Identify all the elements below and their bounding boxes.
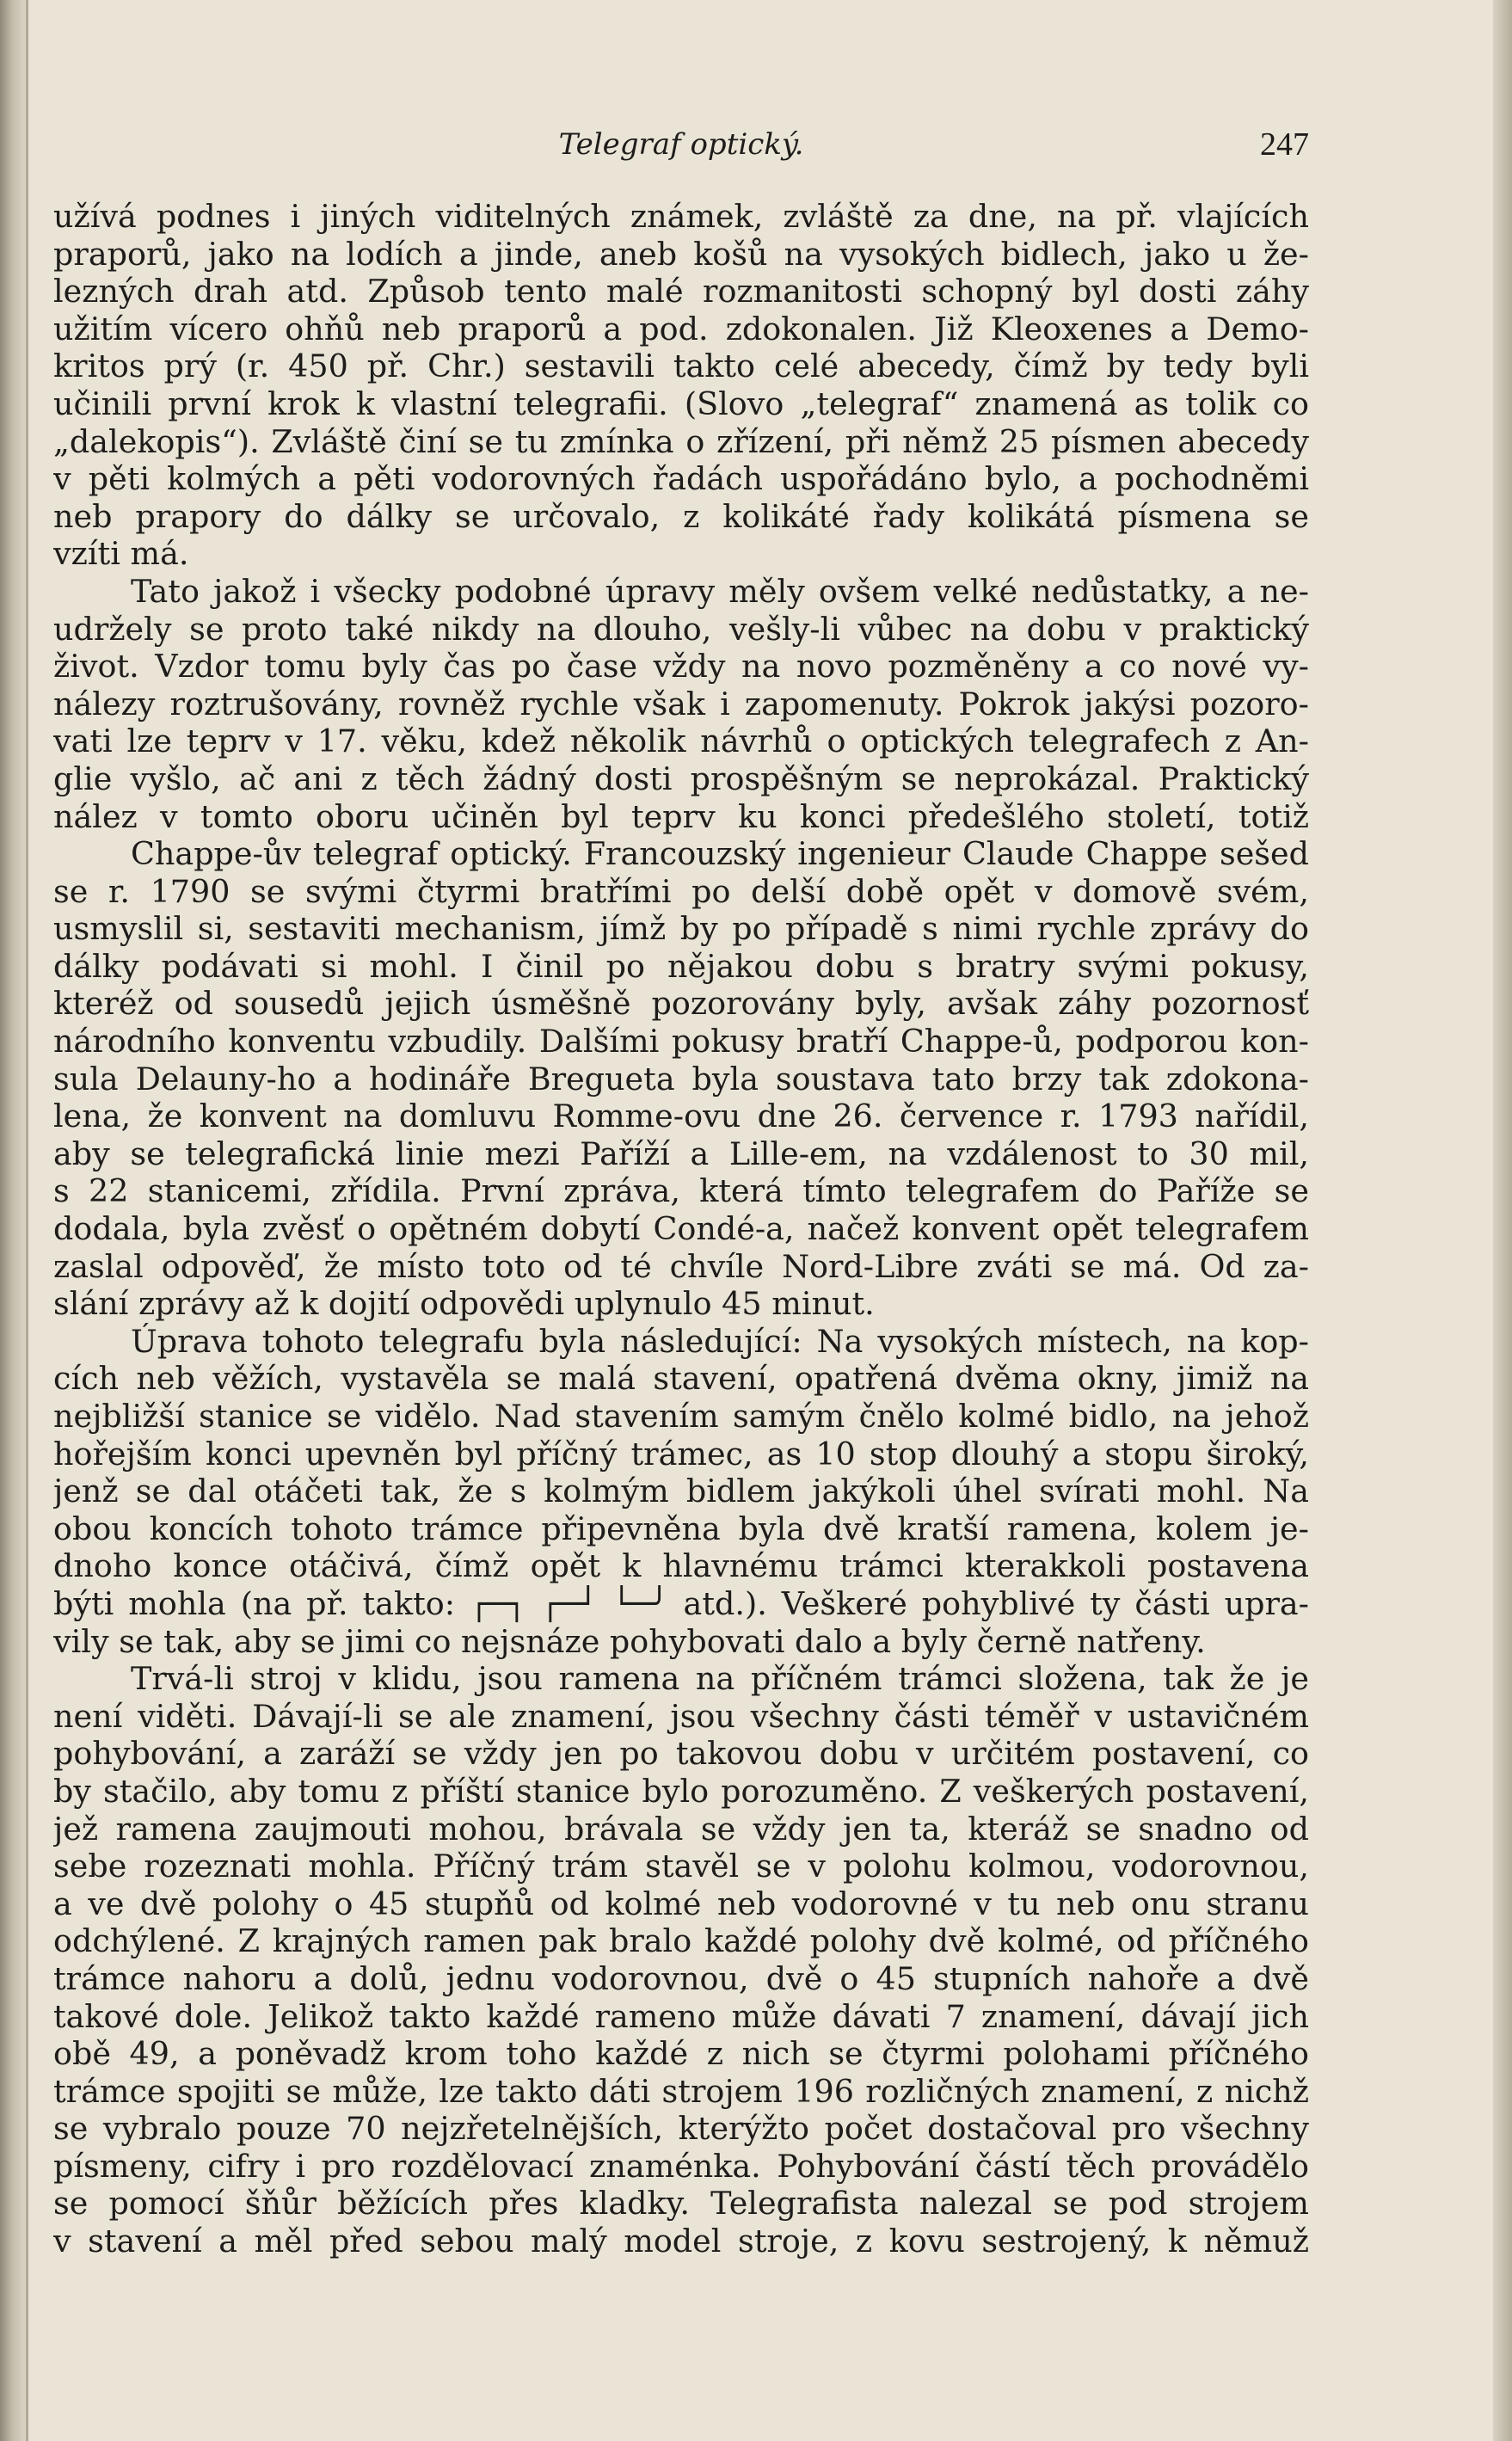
text-line: „dalekopis“). Zvláště činí se tu zmínka o zřízení, při němž 25 písmen abecedy — [53, 422, 1309, 460]
text-line: býti mohla (na př. takto: ┌─┐ ┌─┘ └─╯ atd.). Veškeré pohyblivé ty části upra- — [53, 1584, 1309, 1622]
text-line: obě 49, a poněvadž krom toho každé z nich se čtyrmi polohami příčného — [53, 2035, 1309, 2073]
text-line: písmeny, cifry i pro rozdělovací znaménka. Pohybování částí těch provádělo — [53, 2147, 1309, 2185]
text-line: by stačilo, aby tomu z příští stanice bylo porozuměno. Z veškerých postavení, — [53, 1772, 1309, 1810]
text-line: slání zprávy až k dojití odpovědi uplynulo 45 minut. — [53, 1285, 875, 1323]
text-line: obou koncích tohoto trámce připevněna byla dvě kratší ramena, kolem je- — [53, 1509, 1309, 1547]
book-page — [53, 120, 1309, 2260]
text-line: lena, že konvent na domluvu Romme-ovu dne 26. července r. 1793 nařídil, — [53, 1098, 1309, 1135]
text-line: národního konventu vzbudily. Dalšími pokusy bratří Chappe-ů, podporou kon- — [53, 1023, 1309, 1061]
running-title: Telegraf optický. — [558, 127, 804, 162]
text-line: kteréž od sousedů jejich úsměšně pozorovány byly, avšak záhy pozornosť — [53, 985, 1309, 1023]
text-line: glie vyšlo, ač ani z těch žádný dosti prospěšným se neprokázal. Praktický — [53, 759, 1309, 797]
body-text — [53, 198, 1309, 2260]
text-line: usmyslil si, sestaviti mechanism, jímž by po případě s nimi rychle zprávy do — [53, 910, 1309, 948]
text-line: odchýlené. Z krajných ramen pak bralo každé polohy dvě kolmé, od příčného — [53, 1922, 1309, 1960]
text-line: učinili první krok k vlastní telegrafii. (Slovo „telegraf“ znamená as tolik co — [53, 384, 1309, 422]
text-line: lezných drah atd. Způsob tento malé rozmanitosti schopný byl dosti záhy — [53, 273, 1309, 311]
text-line: v stavení a měl před sebou malý model stroje, z kovu sestrojený, k němuž — [53, 2223, 1309, 2260]
book-spine-shadow — [0, 0, 28, 2441]
text-line: užívá podnes i jiných viditelných známek, zvláště za dne, na př. vlajících — [53, 198, 1309, 235]
text-line: není viděti. Dávají-li se ale znamení, jsou všechny části téměř v ustavičném — [53, 1697, 1309, 1735]
page-header — [53, 120, 1309, 181]
page-number: 247 — [1260, 126, 1309, 163]
text-line: se r. 1790 se svými čtyrmi bratřími po delší době opět v domově svém, — [53, 872, 1309, 910]
text-line: sula Delauny-ho a hodináře Bregueta byla soustava tato brzy tak zdokona- — [53, 1060, 1309, 1098]
text-line: život. Vzdor tomu byly čas po čase vždy na novo pozměněny a co nové vy- — [53, 648, 1309, 686]
text-line: nálezy roztrušovány, rovněž rychle však i zapomenuty. Pokrok jakýsi pozoro- — [53, 685, 1309, 722]
text-line: dálky podávati si mohl. I činil po nějakou dobu s bratry svými pokusy, — [53, 947, 1309, 985]
text-line: Úprava tohoto telegrafu byla následující: Na vysokých místech, na kop- — [131, 1322, 1309, 1360]
text-line: udržely se proto také nikdy na dlouho, vešly-li vůbec na dobu v praktický — [53, 610, 1309, 648]
text-line: zaslal odpověď, že místo toto od té chvíle Nord-Libre zváti se má. Od za- — [53, 1247, 1309, 1285]
text-line: Chappe-ův telegraf optický. Francouzský ingenieur Claude Chappe sešed — [131, 835, 1309, 873]
text-line: praporů, jako na lodích a jinde, aneb košů na vysokých bidlech, jako u že- — [53, 235, 1309, 273]
text-line: s 22 stanicemi, zřídila. První zpráva, která tímto telegrafem do Paříže se — [53, 1172, 1309, 1210]
text-line: kritos prý (r. 450 př. Chr.) sestavili takto celé abecedy, čímž by tedy byli — [53, 347, 1309, 385]
text-line: neb prapory do dálky se určovalo, z kolikáté řady kolikátá písmena se — [53, 497, 1309, 535]
text-line: pohybování, a zaráží se vždy jen po takovou dobu v určitém postavení, co — [53, 1735, 1309, 1773]
text-line: cích neb věžích, vystavěla se malá stavení, opatřená dvěma okny, jimiž na — [53, 1360, 1309, 1398]
gutter-line — [26, 0, 28, 2441]
text-line: jenž se dal otáčeti tak, že s kolmým bidlem jakýkoli úhel svírati mohl. Na — [53, 1473, 1309, 1510]
text-line: se vybralo pouze 70 nejzřetelnějších, kterýžto počet dostačoval pro všechny — [53, 2110, 1309, 2148]
text-line: jež ramena zaujmouti mohou, brávala se vždy jen ta, kteráž se snadno od — [53, 1810, 1309, 1848]
page-edge — [1493, 0, 1512, 2441]
text-line: se pomocí šňůr běžících přes kladky. Telegrafista nalezal se pod strojem — [53, 2185, 1309, 2223]
text-line: nález v tomto oboru učiněn byl teprv ku konci předešlého století, totiž — [53, 797, 1309, 835]
text-line: Tato jakož i všecky podobné úpravy měly ovšem velké nedůstatky, a ne- — [131, 572, 1309, 610]
text-line: trámce spojiti se může, lze takto dáti strojem 196 rozličných znamení, z nichž — [53, 2072, 1309, 2110]
text-line: dnoho konce otáčivá, čímž opět k hlavnému trámci kterakkoli postavena — [53, 1547, 1309, 1585]
text-line: aby se telegrafická linie mezi Paříží a Lille-em, na vzdálenost to 30 mil, — [53, 1134, 1309, 1172]
text-line: trámce nahoru a dolů, jednu vodorovnou, dvě o 45 stupních nahoře a dvě — [53, 1959, 1309, 1997]
text-line: užitím vícero ohňů neb praporů a pod. zdokonalen. Již Kleoxenes a Demo- — [53, 310, 1309, 347]
text-line: vzíti má. — [53, 535, 189, 573]
text-line: dodala, byla zvěsť o opětném dobytí Condé-a, načež konvent opět telegrafem — [53, 1210, 1309, 1248]
text-line: Trvá-li stroj v klidu, jsou ramena na příčném trámci složena, tak že je — [131, 1660, 1309, 1698]
text-line: sebe rozeznati mohla. Příčný trám stavěl se v polohu kolmou, vodorovnou, — [53, 1848, 1309, 1885]
text-line: takové dole. Jelikož takto každé rameno může dávati 7 znamení, dávají jich — [53, 1997, 1309, 2035]
text-line: nejbližší stanice se vidělo. Nad stavením samým čnělo kolmé bidlo, na jehož — [53, 1398, 1309, 1435]
text-line: a ve dvě polohy o 45 stupňů od kolmé neb vodorovné v tu neb onu stranu — [53, 1885, 1309, 1922]
text-line: v pěti kolmých a pěti vodorovných řadách uspořádáno bylo, a pochodněmi — [53, 460, 1309, 498]
text-line: hořejším konci upevněn byl příčný trámec, as 10 stop dlouhý a stopu široký, — [53, 1435, 1309, 1473]
text-line: vati lze teprv v 17. věku, kdež několik návrhů o optických telegrafech z An- — [53, 722, 1309, 760]
text-line: vily se tak, aby se jimi co nejsnáze pohybovati dalo a byly černě natřeny. — [53, 1622, 1206, 1660]
